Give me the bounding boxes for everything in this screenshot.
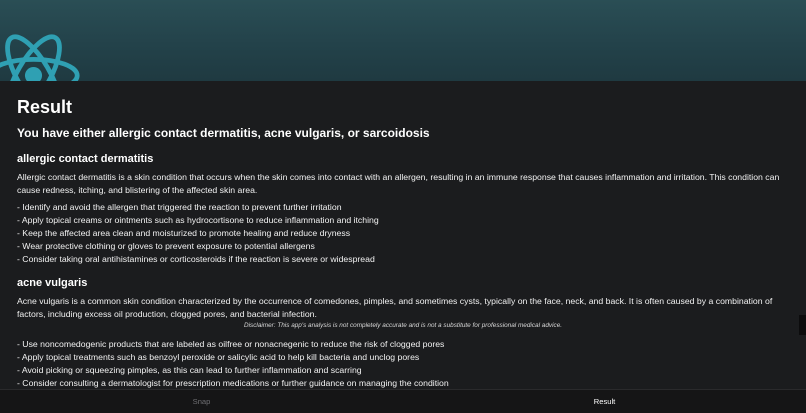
list-item: - Use noncomedogenic products that are labeled as oilfree or nonacnegenic to reduce the risk of clogged pores	[17, 339, 445, 349]
diagnosis-summary: You have either allergic contact dermatitis, acne vulgaris, or sarcoidosis	[17, 126, 430, 140]
page-title: Result	[17, 97, 73, 117]
recommendation-list	[17, 201, 787, 266]
list-item: - Consider taking oral antihistamines or corticosteroids if the reaction is severe or widespread	[17, 254, 375, 264]
atom-logo-icon	[0, 28, 81, 81]
tab-snap[interactable]: Snap	[192, 397, 211, 406]
list-item: - Avoid picking or squeezing pimples, as this can lead to further inflammation and scarring	[17, 365, 362, 375]
condition-description: Allergic contact dermatitis is a skin condition that occurs when the skin comes into contact with an allergen, resulting in an immune response that causes inflammation and irritation. This condition can cause redness, itching, and blistering of the affected skin area.	[17, 172, 780, 195]
condition-section	[17, 151, 787, 266]
header-banner	[0, 0, 806, 81]
result-scroll-area[interactable]	[17, 81, 787, 389]
tab-result[interactable]: Result	[593, 397, 616, 406]
list-item: - Identify and avoid the allergen that triggered the reaction to prevent further irritation	[17, 202, 342, 212]
condition-section	[17, 275, 787, 389]
list-item: - Apply topical creams or ointments such as hydrocortisone to reduce inflammation and itching	[17, 215, 379, 225]
list-item: - Apply topical treatments such as benzoyl peroxide or salicylic acid to help kill bacteria and unclog pores	[17, 352, 420, 362]
condition-description: Acne vulgaris is a common skin condition characterized by the occurrence of comedones, pimples, and sometimes cysts, typically on the face, neck, and back. It is often caused by a combination of factors, including excess oil production, clogged pores, and bacterial infection.	[17, 296, 773, 319]
disclaimer-text: Disclaimer: This app's analysis is not completely accurate and is not a substitute for professional medical advice.	[0, 321, 806, 331]
condition-name: acne vulgaris	[17, 277, 88, 289]
list-item: - Wear protective clothing or gloves to prevent exposure to potential allergens	[17, 241, 315, 251]
scrollbar[interactable]	[799, 315, 806, 335]
list-item: - Consider consulting a dermatologist for prescription medications or further guidance on managing the condition	[17, 378, 449, 388]
list-item: - Keep the affected area clean and moisturized to promote healing and reduce dryness	[17, 228, 351, 238]
bottom-tab-bar	[0, 389, 806, 413]
recommendation-list	[17, 338, 787, 389]
condition-name: allergic contact dermatitis	[17, 153, 154, 165]
